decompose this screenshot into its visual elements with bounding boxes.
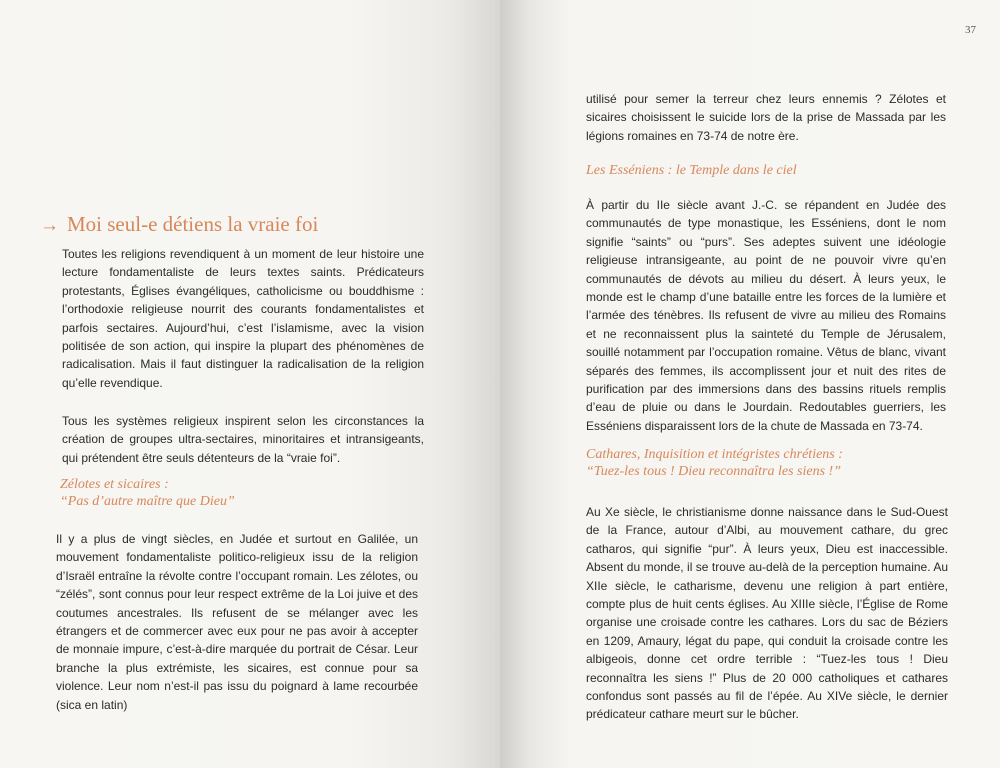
systems-text: Tous les systèmes religieux inspirent selon les circonstances la création de groupes ultra-sectaires, minoritaires et intransigeants, qui prétendent être seuls détenteurs de la “vraie foi”. <box>62 414 424 465</box>
massada-paragraph <box>586 90 946 145</box>
page-number: 37 <box>965 24 976 36</box>
cathares-subheading-line1: Cathares, Inquisition et intégristes chrétiens : <box>586 447 843 462</box>
cathares-paragraph <box>586 503 948 724</box>
cathares-subheading <box>586 446 843 480</box>
esseniens-subheading <box>586 162 797 179</box>
massada-text: utilisé pour semer la terreur chez leurs ennemis ? Zélotes et sicaires choisissent le suicide lors de la prise de Massada par les légions romaines en 73-74 de notre ère. <box>586 92 946 143</box>
arrow-right-icon: → <box>40 215 59 236</box>
section-heading-text: Moi seul-e détiens la vraie foi <box>67 212 319 236</box>
zelotes-text: Il y a plus de vingt siècles, en Judée et surtout en Galilée, un mouvement fondamentaliste politico-religieux issu de la religion d’Israël entraîne la révolte contre l’occupant romain. Les zélotes, ou “zélés”, sont connus pour leur respect extrême de la Loi juive et des coutumes ancestrales. Ils refusent de se mélanger avec les étrangers et de commercer avec eux pour ne pas avoir à accepter de monnaie impure, c’est-à-dire marquée du portrait de César. Leur branche la plus extrémiste, les sicaires, est connue pour sa violence. Leur nom n’est-il pas issu du poignard à lame recourbée (sica en latin) <box>56 532 418 712</box>
cathares-text: Au Xe siècle, le christianisme donne naissance dans le Sud-Ouest de la France, autour d’Albi, au mouvement cathare, du grec catharos, qui signifie “pur”. À leurs yeux, Dieu est inaccessible. Absent du monde, il se trouve au-delà de la perception humaine. Au XIIe siècle, le catharisme, devenu une religion à part entière, compte plus de huit cents églises. Au XIIIe siècle, l’Église de Rome organise une croisade contre les cathares. Lors du sac de Béziers en 1209, Amaury, légat du pape, qui conduit la croisade contre les albigeois, donne cet ordre terrible : “Tuez-les tous ! Dieu reconnaîtra les siens !” Plus de 20 000 catholiques et cathares confondus sont passés au fil de l’épée. Au XIVe siècle, le dernier prédicateur cathare meurt sur le bûcher. <box>586 505 948 722</box>
zelotes-subheading <box>60 476 235 510</box>
zelotes-subheading-line1: Zélotes et sicaires : <box>60 477 169 492</box>
systems-paragraph <box>62 412 424 467</box>
intro-text: Toutes les religions revendiquent à un moment de leur histoire une lecture fondamentaliste de leurs textes saints. Prédicateurs protestants, Églises évangéliques, catholicisme ou bouddhisme : l’orthodoxie religieuse nourrit des courants fondamentalistes et parfois sectaires. Aujourd’hui, c’est l’islamisme, avec la vision politisée de son action, qui inspire la plupart des phénomènes de radicalisation. Mais il faut distinguer la radicalisation de la religion qu’elle revendique. <box>62 247 424 390</box>
esseniens-text: À partir du IIe siècle avant J.-C. se répandent en Judée des communautés de type monastique, les Esséniens, dont le nom signifie “saints” ou “purs”. Ses adeptes suivent une idéologie religieuse intransigeante, au point de ne pouvoir vivre qu’en communautés de dévots au milieu du désert. À leurs yeux, le monde est le champ d’une bataille entre les forces de la lumière et l’armée des ténèbres. Ils refusent de vivre au milieu des Romains et ne reconnaissent plus la sainteté du Temple de Jérusalem, souillé notamment par l’occupation romaine. Vêtus de blanc, vivant séparés des femmes, ils accomplissent jour et nuit des rites de purification par des immersions dans des bassins rituels remplis d’eau de pluie ou dans le Jourdain. Redoutables guerriers, les Esséniens disparaissent lors de la chute de Massada en 73-74. <box>586 198 946 433</box>
intro-paragraph <box>62 245 424 392</box>
cathares-subheading-line2: “Tuez-les tous ! Dieu reconnaîtra les siens !” <box>586 464 841 479</box>
right-page <box>500 0 1000 768</box>
esseniens-paragraph <box>586 196 946 435</box>
esseniens-subheading-text: Les Esséniens : le Temple dans le ciel <box>586 163 797 178</box>
section-heading <box>40 212 318 237</box>
zelotes-subheading-line2: “Pas d’autre maître que Dieu” <box>60 494 235 509</box>
zelotes-paragraph <box>56 530 418 714</box>
